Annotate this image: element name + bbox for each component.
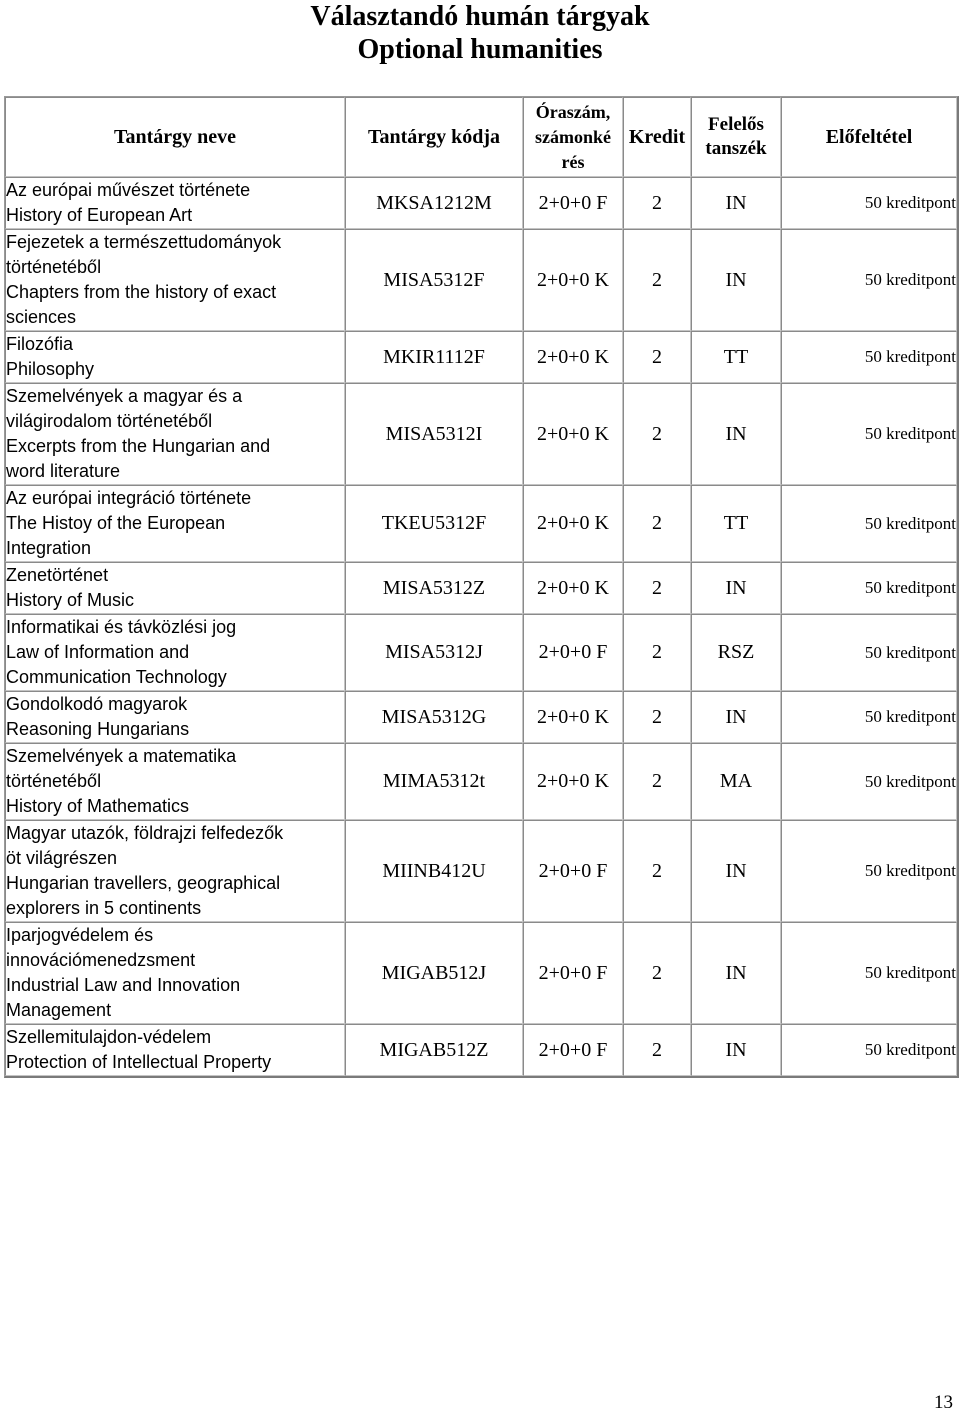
column-header-credit: Kredit bbox=[623, 97, 691, 177]
course-hours: 2+0+0 F bbox=[523, 820, 623, 922]
course-dept: IN bbox=[691, 820, 781, 922]
table-header-row bbox=[5, 97, 957, 177]
course-name-line: öt világrészen bbox=[6, 848, 118, 868]
course-code: MISA5312Z bbox=[345, 562, 523, 614]
course-dept: IN bbox=[691, 383, 781, 485]
course-prereq: 50 kreditpont bbox=[781, 485, 957, 562]
table-row bbox=[5, 820, 957, 922]
table-row bbox=[5, 177, 957, 229]
course-prereq: 50 kreditpont bbox=[781, 383, 957, 485]
course-hours: 2+0+0 K bbox=[523, 743, 623, 820]
course-dept: IN bbox=[691, 922, 781, 1024]
course-name-line: innovációmenedzsment bbox=[6, 950, 196, 970]
course-dept: IN bbox=[691, 177, 781, 229]
course-name-line: Szellemitulajdon-védelem bbox=[6, 1027, 212, 1047]
course-dept: TT bbox=[691, 331, 781, 383]
course-credit: 2 bbox=[623, 562, 691, 614]
course-code: MIMA5312t bbox=[345, 743, 523, 820]
course-hours: 2+0+0 K bbox=[523, 331, 623, 383]
table-row bbox=[5, 383, 957, 485]
course-code: MISA5312G bbox=[345, 691, 523, 743]
course-hours: 2+0+0 K bbox=[523, 562, 623, 614]
table-row bbox=[5, 1024, 957, 1076]
course-name-line: History of Music bbox=[6, 590, 135, 610]
course-prereq: 50 kreditpont bbox=[781, 691, 957, 743]
column-header-hours bbox=[523, 97, 623, 177]
course-name-line: Informatikai és távközlési jog bbox=[6, 617, 237, 637]
column-header-hours-line: Óraszám, bbox=[535, 101, 611, 122]
course-name-line: sciences bbox=[6, 307, 77, 327]
course-name-cell bbox=[5, 562, 345, 614]
course-name-cell bbox=[5, 614, 345, 691]
course-name-line: word literature bbox=[6, 461, 121, 481]
course-dept: MA bbox=[691, 743, 781, 820]
course-credit: 2 bbox=[623, 691, 691, 743]
column-header-dept-line: tanszék bbox=[705, 138, 767, 159]
course-credit: 2 bbox=[623, 177, 691, 229]
course-hours: 2+0+0 K bbox=[523, 229, 623, 331]
course-dept: IN bbox=[691, 691, 781, 743]
course-code: MKIR1112F bbox=[345, 331, 523, 383]
course-dept: IN bbox=[691, 229, 781, 331]
column-header-hours-line: számonké bbox=[535, 126, 611, 147]
course-name-line: explorers in 5 continents bbox=[6, 898, 202, 918]
course-name-cell bbox=[5, 922, 345, 1024]
course-prereq: 50 kreditpont bbox=[781, 331, 957, 383]
course-code: TKEU5312F bbox=[345, 485, 523, 562]
course-credit: 2 bbox=[623, 383, 691, 485]
course-name-cell bbox=[5, 229, 345, 331]
table-row bbox=[5, 922, 957, 1024]
course-dept: TT bbox=[691, 485, 781, 562]
course-name-cell bbox=[5, 485, 345, 562]
course-name-line: Law of Information and bbox=[6, 642, 190, 662]
course-credit: 2 bbox=[623, 229, 691, 331]
course-hours: 2+0+0 K bbox=[523, 691, 623, 743]
course-name-line: Management bbox=[6, 1000, 112, 1020]
course-name-line: Hungarian travellers, geographical bbox=[6, 873, 281, 893]
course-hours: 2+0+0 F bbox=[523, 1024, 623, 1076]
course-name-line: Reasoning Hungarians bbox=[6, 719, 190, 739]
column-header-dept-line: Felelős bbox=[708, 114, 764, 135]
courses-table bbox=[4, 96, 959, 1078]
course-code: MISA5312J bbox=[345, 614, 523, 691]
course-hours: 2+0+0 F bbox=[523, 614, 623, 691]
course-name-line: Szemelvények a magyar és a bbox=[6, 386, 243, 406]
course-code: MISA5312F bbox=[345, 229, 523, 331]
table-row bbox=[5, 743, 957, 820]
table-row bbox=[5, 485, 957, 562]
course-name-cell bbox=[5, 743, 345, 820]
course-name-line: Zenetörténet bbox=[6, 565, 109, 585]
course-credit: 2 bbox=[623, 485, 691, 562]
course-prereq: 50 kreditpont bbox=[781, 1024, 957, 1076]
table-row bbox=[5, 691, 957, 743]
course-hours: 2+0+0 F bbox=[523, 922, 623, 1024]
course-credit: 2 bbox=[623, 331, 691, 383]
course-name-line: világirodalom történetéből bbox=[6, 411, 213, 431]
course-name-line: Philosophy bbox=[6, 359, 95, 379]
column-header-dept bbox=[691, 97, 781, 177]
course-code: MIGAB512Z bbox=[345, 1024, 523, 1076]
course-name-cell bbox=[5, 177, 345, 229]
course-prereq: 50 kreditpont bbox=[781, 562, 957, 614]
course-credit: 2 bbox=[623, 922, 691, 1024]
table-row bbox=[5, 229, 957, 331]
table-row bbox=[5, 614, 957, 691]
course-name-line: Gondolkodó magyarok bbox=[6, 694, 188, 714]
course-name-line: történetéből bbox=[6, 257, 102, 277]
course-name-line: Industrial Law and Innovation bbox=[6, 975, 241, 995]
table-body bbox=[5, 177, 957, 1076]
course-name-line: Szemelvények a matematika bbox=[6, 746, 237, 766]
course-name-line: Az európai művészet története bbox=[6, 180, 251, 200]
course-name-line: Az európai integráció története bbox=[6, 488, 252, 508]
course-name-line: Magyar utazók, földrajzi felfedezők bbox=[6, 823, 284, 843]
course-name-cell bbox=[5, 820, 345, 922]
course-hours: 2+0+0 F bbox=[523, 177, 623, 229]
course-name-line: History of European Art bbox=[6, 205, 193, 225]
course-credit: 2 bbox=[623, 1024, 691, 1076]
column-header-code: Tantárgy kódja bbox=[345, 97, 523, 177]
course-prereq: 50 kreditpont bbox=[781, 743, 957, 820]
course-prereq: 50 kreditpont bbox=[781, 177, 957, 229]
course-name-line: Filozófia bbox=[6, 334, 74, 354]
table-row bbox=[5, 562, 957, 614]
course-name-line: History of Mathematics bbox=[6, 796, 190, 816]
course-name-line: Chapters from the history of exact bbox=[6, 282, 277, 302]
column-header-name: Tantárgy neve bbox=[5, 97, 345, 177]
course-code: MIGAB512J bbox=[345, 922, 523, 1024]
course-name-line: Fejezetek a természettudományok bbox=[6, 232, 282, 252]
course-hours: 2+0+0 K bbox=[523, 383, 623, 485]
course-hours: 2+0+0 K bbox=[523, 485, 623, 562]
course-name-line: Iparjogvédelem és bbox=[6, 925, 154, 945]
page-subtitle: Optional humanities bbox=[357, 34, 603, 65]
course-name-cell bbox=[5, 331, 345, 383]
course-name-cell bbox=[5, 691, 345, 743]
course-dept: RSZ bbox=[691, 614, 781, 691]
course-name-line: The Histoy of the European bbox=[6, 513, 226, 533]
course-prereq: 50 kreditpont bbox=[781, 922, 957, 1024]
course-credit: 2 bbox=[623, 614, 691, 691]
course-name-line: Excerpts from the Hungarian and bbox=[6, 436, 271, 456]
page-number: 13 bbox=[934, 1392, 953, 1413]
course-credit: 2 bbox=[623, 820, 691, 922]
course-dept: IN bbox=[691, 562, 781, 614]
column-header-prereq: Előfeltétel bbox=[781, 97, 957, 177]
course-name-line: történetéből bbox=[6, 771, 102, 791]
course-dept: IN bbox=[691, 1024, 781, 1076]
course-name-line: Protection of Intellectual Property bbox=[6, 1052, 272, 1072]
course-name-cell bbox=[5, 1024, 345, 1076]
course-prereq: 50 kreditpont bbox=[781, 614, 957, 691]
course-prereq: 50 kreditpont bbox=[781, 229, 957, 331]
course-name-line: Communication Technology bbox=[6, 667, 227, 687]
column-header-hours-line: rés bbox=[561, 151, 585, 172]
table-row bbox=[5, 331, 957, 383]
page-title: Választandó humán tárgyak bbox=[310, 1, 650, 32]
course-credit: 2 bbox=[623, 743, 691, 820]
course-code: MKSA1212M bbox=[345, 177, 523, 229]
course-code: MIINB412U bbox=[345, 820, 523, 922]
course-name-line: Integration bbox=[6, 538, 92, 558]
course-prereq: 50 kreditpont bbox=[781, 820, 957, 922]
course-code: MISA5312I bbox=[345, 383, 523, 485]
course-name-cell bbox=[5, 383, 345, 485]
